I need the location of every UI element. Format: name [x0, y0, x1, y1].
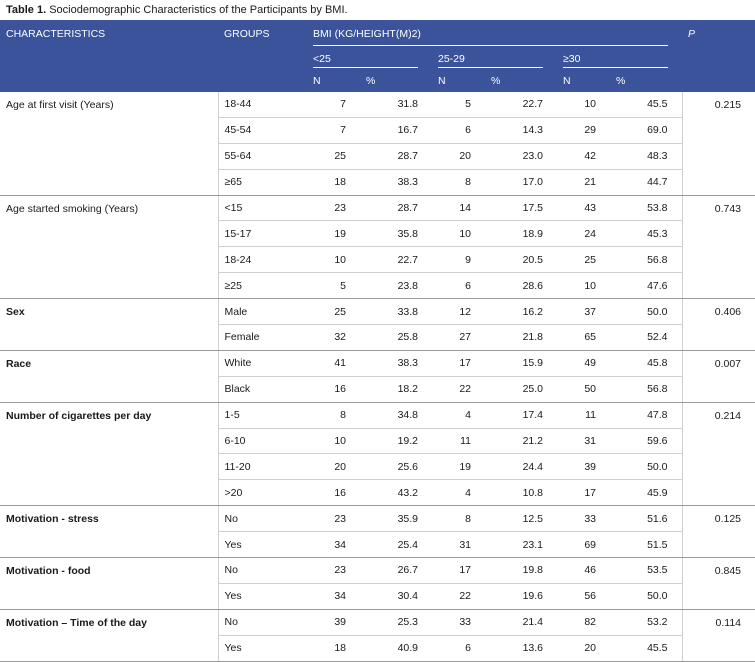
- table-row: [0, 92, 755, 117]
- value-cell: 10: [307, 428, 360, 454]
- value-cell: 38.3: [360, 350, 432, 376]
- value-cell: 47.8: [610, 402, 682, 428]
- value-cell: 43.2: [360, 480, 432, 506]
- value-cell: 22: [432, 376, 485, 402]
- header-n: N: [557, 70, 610, 92]
- value-cell: 42: [557, 143, 610, 169]
- value-cell: 69.0: [610, 117, 682, 143]
- value-cell: 45.8: [610, 350, 682, 376]
- table-row: [0, 609, 755, 635]
- value-cell: 21.2: [485, 428, 557, 454]
- group-cell: 18-44: [218, 92, 307, 117]
- value-cell: 6: [432, 273, 485, 299]
- group-cell: ≥65: [218, 169, 307, 195]
- characteristic-label: Motivation – Time of the day: [0, 609, 218, 661]
- group-cell: Black: [218, 376, 307, 402]
- value-cell: 50.0: [610, 454, 682, 480]
- value-cell: 9: [432, 247, 485, 273]
- value-cell: 17.4: [485, 402, 557, 428]
- group-cell: No: [218, 506, 307, 532]
- value-cell: 14.3: [485, 117, 557, 143]
- header-n: N: [307, 70, 360, 92]
- value-cell: 18.9: [485, 221, 557, 247]
- value-cell: 19: [307, 221, 360, 247]
- value-cell: 8: [432, 506, 485, 532]
- value-cell: 28.7: [360, 143, 432, 169]
- header-pct: %: [485, 70, 557, 92]
- header-bmi-label: BMI (KG/HEIGHT(M)2): [313, 28, 421, 40]
- value-cell: 22.7: [485, 92, 557, 117]
- value-cell: 7: [307, 117, 360, 143]
- p-value-cell: 0.743: [682, 195, 755, 299]
- header-bmi: [307, 20, 682, 48]
- value-cell: 7: [307, 92, 360, 117]
- value-cell: 12: [432, 299, 485, 325]
- value-cell: 10: [557, 92, 610, 117]
- value-cell: 82: [557, 609, 610, 635]
- value-cell: 14: [432, 195, 485, 221]
- value-cell: 20: [557, 635, 610, 661]
- value-cell: 23: [307, 195, 360, 221]
- value-cell: 23: [307, 558, 360, 584]
- value-cell: 13.6: [485, 635, 557, 661]
- value-cell: 41: [307, 350, 360, 376]
- value-cell: 4: [432, 480, 485, 506]
- p-value-cell: 0.215: [682, 92, 755, 195]
- value-cell: 25.8: [360, 325, 432, 351]
- value-cell: 26.7: [360, 558, 432, 584]
- value-cell: 19.2: [360, 428, 432, 454]
- characteristic-label: Motivation - food: [0, 558, 218, 610]
- value-cell: 17.0: [485, 169, 557, 195]
- table-caption: [6, 0, 348, 20]
- value-cell: 49: [557, 350, 610, 376]
- value-cell: 12.5: [485, 506, 557, 532]
- group-cell: Yes: [218, 635, 307, 661]
- value-cell: 10: [307, 247, 360, 273]
- table-row: [0, 506, 755, 532]
- value-cell: 16: [307, 480, 360, 506]
- value-cell: 48.3: [610, 143, 682, 169]
- value-cell: 56: [557, 583, 610, 609]
- group-cell: 55-64: [218, 143, 307, 169]
- value-cell: 16.2: [485, 299, 557, 325]
- value-cell: 31.8: [360, 92, 432, 117]
- value-cell: 39: [557, 454, 610, 480]
- value-cell: 17.5: [485, 195, 557, 221]
- value-cell: 33.8: [360, 299, 432, 325]
- value-cell: 23.1: [485, 532, 557, 558]
- group-cell: Yes: [218, 583, 307, 609]
- group-cell: No: [218, 558, 307, 584]
- value-cell: 53.2: [610, 609, 682, 635]
- value-cell: 50.0: [610, 583, 682, 609]
- value-cell: 59.6: [610, 428, 682, 454]
- value-cell: 45.5: [610, 92, 682, 117]
- value-cell: 21: [557, 169, 610, 195]
- p-value-cell: 0.007: [682, 350, 755, 402]
- value-cell: 25.3: [360, 609, 432, 635]
- p-value-cell: 0.114: [682, 609, 755, 661]
- value-cell: 20: [307, 454, 360, 480]
- value-cell: 51.6: [610, 506, 682, 532]
- value-cell: 35.8: [360, 221, 432, 247]
- value-cell: 43: [557, 195, 610, 221]
- value-cell: 33: [557, 506, 610, 532]
- p-value-cell: 0.214: [682, 402, 755, 506]
- header-bmi-group-label: <25: [313, 53, 331, 65]
- header-p: P: [682, 20, 755, 92]
- value-cell: 25.6: [360, 454, 432, 480]
- table-row: [0, 558, 755, 584]
- header-bmi-group-label: ≥30: [563, 53, 581, 65]
- value-cell: 29: [557, 117, 610, 143]
- table-row: [0, 350, 755, 376]
- value-cell: 34: [307, 583, 360, 609]
- p-value-cell: 0.845: [682, 558, 755, 610]
- value-cell: 69: [557, 532, 610, 558]
- value-cell: 15.9: [485, 350, 557, 376]
- value-cell: 34: [307, 532, 360, 558]
- characteristics-table: [0, 20, 755, 662]
- p-value-cell: 0.406: [682, 299, 755, 351]
- value-cell: 5: [432, 92, 485, 117]
- group-cell: Yes: [218, 532, 307, 558]
- group-cell: 6-10: [218, 428, 307, 454]
- group-cell: >20: [218, 480, 307, 506]
- characteristic-label: Sex: [0, 299, 218, 351]
- caption-text: Sociodemographic Characteristics of the Participants by BMI.: [49, 4, 348, 16]
- value-cell: 17: [557, 480, 610, 506]
- value-cell: 21.8: [485, 325, 557, 351]
- value-cell: 20.5: [485, 247, 557, 273]
- header-bmi-group: [557, 48, 682, 70]
- header-pct: %: [610, 70, 682, 92]
- p-value-cell: 0.125: [682, 506, 755, 558]
- value-cell: 34.8: [360, 402, 432, 428]
- group-cell: 1-5: [218, 402, 307, 428]
- value-cell: 32: [307, 325, 360, 351]
- group-cell: 15-17: [218, 221, 307, 247]
- value-cell: 45.5: [610, 635, 682, 661]
- value-cell: 21.4: [485, 609, 557, 635]
- value-cell: 18: [307, 169, 360, 195]
- header-bmi-group: [432, 48, 557, 70]
- header-n: N: [432, 70, 485, 92]
- value-cell: 11: [432, 428, 485, 454]
- group-cell: White: [218, 350, 307, 376]
- value-cell: 53.5: [610, 558, 682, 584]
- value-cell: 50.0: [610, 299, 682, 325]
- value-cell: 18: [307, 635, 360, 661]
- value-cell: 65: [557, 325, 610, 351]
- value-cell: 30.4: [360, 583, 432, 609]
- value-cell: 19.6: [485, 583, 557, 609]
- value-cell: 19.8: [485, 558, 557, 584]
- value-cell: 17: [432, 350, 485, 376]
- header-characteristics: CHARACTERISTICS: [0, 20, 218, 92]
- value-cell: 52.4: [610, 325, 682, 351]
- value-cell: 10: [557, 273, 610, 299]
- value-cell: 25: [307, 299, 360, 325]
- value-cell: 17: [432, 558, 485, 584]
- group-cell: 18-24: [218, 247, 307, 273]
- value-cell: 8: [307, 402, 360, 428]
- table-row: [0, 402, 755, 428]
- value-cell: 27: [432, 325, 485, 351]
- characteristic-label: Race: [0, 350, 218, 402]
- group-cell: 11-20: [218, 454, 307, 480]
- characteristic-label: Age at first visit (Years): [0, 92, 218, 195]
- value-cell: 47.6: [610, 273, 682, 299]
- value-cell: 45.3: [610, 221, 682, 247]
- value-cell: 31: [432, 532, 485, 558]
- value-cell: 50: [557, 376, 610, 402]
- value-cell: 46: [557, 558, 610, 584]
- value-cell: 45.9: [610, 480, 682, 506]
- value-cell: 5: [307, 273, 360, 299]
- group-cell: <15: [218, 195, 307, 221]
- group-cell: No: [218, 609, 307, 635]
- value-cell: 56.8: [610, 376, 682, 402]
- value-cell: 39: [307, 609, 360, 635]
- value-cell: 31: [557, 428, 610, 454]
- value-cell: 25.0: [485, 376, 557, 402]
- value-cell: 28.6: [485, 273, 557, 299]
- value-cell: 25: [557, 247, 610, 273]
- value-cell: 37: [557, 299, 610, 325]
- header-pct: %: [360, 70, 432, 92]
- value-cell: 20: [432, 143, 485, 169]
- group-cell: Male: [218, 299, 307, 325]
- table-row: [0, 195, 755, 221]
- value-cell: 11: [557, 402, 610, 428]
- value-cell: 28.7: [360, 195, 432, 221]
- value-cell: 25.4: [360, 532, 432, 558]
- value-cell: 24.4: [485, 454, 557, 480]
- value-cell: 56.8: [610, 247, 682, 273]
- header-groups: GROUPS: [218, 20, 307, 92]
- characteristic-label: Age started smoking (Years): [0, 195, 218, 299]
- value-cell: 16.7: [360, 117, 432, 143]
- value-cell: 19: [432, 454, 485, 480]
- value-cell: 10: [432, 221, 485, 247]
- value-cell: 38.3: [360, 169, 432, 195]
- group-cell: ≥25: [218, 273, 307, 299]
- characteristic-label: Motivation - stress: [0, 506, 218, 558]
- value-cell: 25: [307, 143, 360, 169]
- value-cell: 35.9: [360, 506, 432, 532]
- group-cell: Female: [218, 325, 307, 351]
- value-cell: 23.8: [360, 273, 432, 299]
- value-cell: 6: [432, 635, 485, 661]
- value-cell: 40.9: [360, 635, 432, 661]
- table-row: [0, 299, 755, 325]
- header-bmi-group-label: 25-29: [438, 53, 465, 65]
- group-cell: 45-54: [218, 117, 307, 143]
- value-cell: 51.5: [610, 532, 682, 558]
- value-cell: 24: [557, 221, 610, 247]
- header-bmi-group: [307, 48, 432, 70]
- value-cell: 44.7: [610, 169, 682, 195]
- value-cell: 4: [432, 402, 485, 428]
- value-cell: 53.8: [610, 195, 682, 221]
- value-cell: 22.7: [360, 247, 432, 273]
- value-cell: 6: [432, 117, 485, 143]
- value-cell: 23.0: [485, 143, 557, 169]
- value-cell: 8: [432, 169, 485, 195]
- value-cell: 16: [307, 376, 360, 402]
- table-body: [0, 92, 755, 661]
- characteristic-label: Number of cigarettes per day: [0, 402, 218, 506]
- value-cell: 18.2: [360, 376, 432, 402]
- caption-label: Table 1.: [6, 4, 47, 16]
- table-header: [0, 20, 755, 92]
- value-cell: 22: [432, 583, 485, 609]
- value-cell: 33: [432, 609, 485, 635]
- value-cell: 23: [307, 506, 360, 532]
- value-cell: 10.8: [485, 480, 557, 506]
